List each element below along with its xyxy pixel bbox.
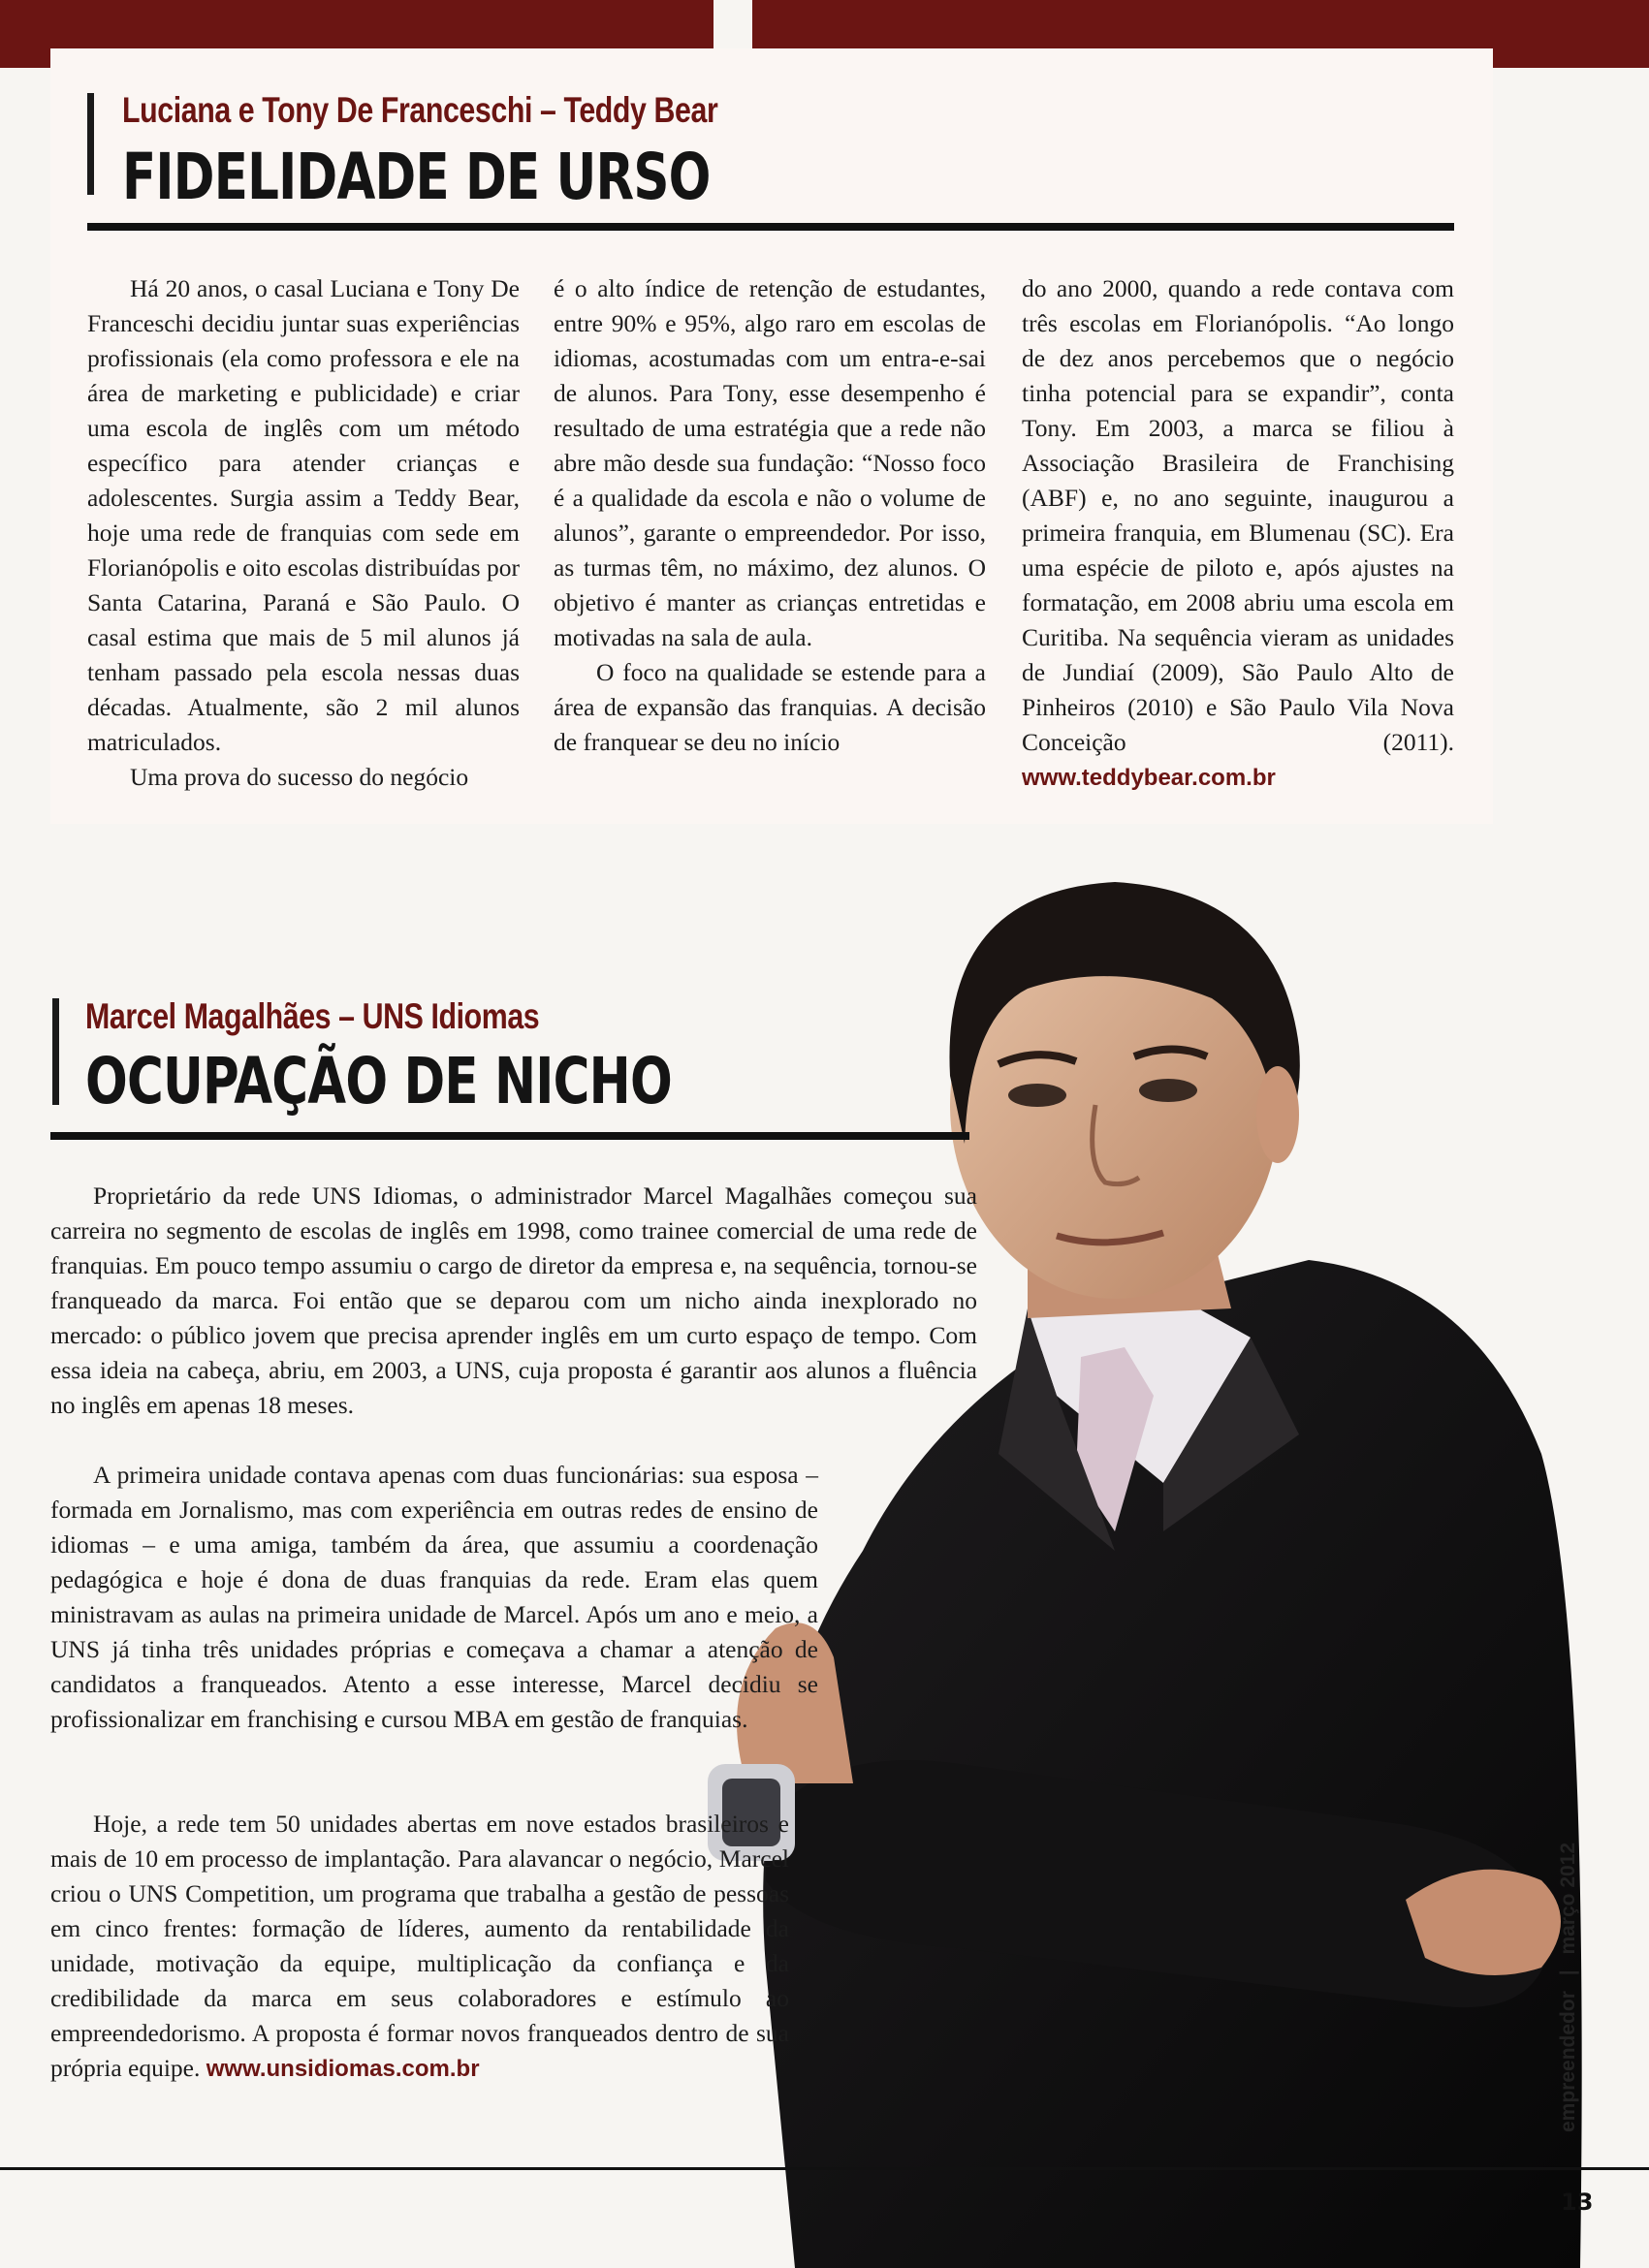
headline2-accent-bar xyxy=(52,998,59,1105)
article1-title-rule xyxy=(87,223,1454,231)
article1-col2-paragraph-2: O foco na qualidade se estende para a área de expansão das franquias. A decisão de franquear se deu no início xyxy=(554,658,986,756)
article1-col3-text: do ano 2000, quando a rede contava com três escolas em Florianópolis. “Ao longo de dez anos percebemos que o negócio tinha potencial para se expandir”, conta Tony. Em 2003, a marca se filiou à Associação Brasileira de Franchising (ABF) e, no ano seguinte, inaugurou a primeira franquia, em Blumenau (SC). Era uma espécie de piloto e, após ajustes na formatação, em 2008 abriu uma escola em Curitiba. Na sequência vieram as unidades de Jundiaí (2009), São Paulo Alto de Pinheiros (2010) e São Paulo Vila Nova Conceição (2011). xyxy=(1022,274,1454,756)
article2-paragraph-3 xyxy=(50,1807,789,2087)
article1-column-1 xyxy=(87,271,520,795)
article2-column-3 xyxy=(50,1807,789,2087)
article2-title-rule xyxy=(50,1132,969,1140)
article2-paragraph-1: Proprietário da rede UNS Idiomas, o administrador Marcel Magalhães começou sua carreira no segmento de escolas de inglês em 1998, como trainee comercial de uma rede de franquias. Em pouco tempo assumiu o cargo de diretor da empresa e, na sequência, tornou-se franqueado da marca. Foi então que se deparou com um nicho ainda inexplorado no mercado: o público jovem que precisa aprender inglês em um curto espaço de tempo. Com essa ideia na cabeça, abriu, em 2003, a UNS, cuja proposta é garantir aos alunos a fluência no inglês em apenas 18 meses. xyxy=(50,1181,977,1419)
page-number: 13 xyxy=(1561,2189,1594,2216)
issue-date: março 2012 xyxy=(1557,1842,1579,1955)
article2-paragraph-2: A primeira unidade contava apenas com duas funcionárias: sua esposa – formada em Jornalismo, mas com experiência em outras redes de ensino de idiomas – e uma amiga, também da área, que assumiu a coordenação pedagógica e hoje é dona de duas franquias da rede. Eram elas quem ministravam as aulas na primeira unidade de Marcel. Após um ano e meio, a UNS já tinha três unidades próprias e começava a chamar a atenção de candidatos a franqueados. Atento a esse interesse, Marcel decidiu se profissionalizar em franchising e cursou MBA em gestão de franquias. xyxy=(50,1461,818,1733)
magazine-name: empreendedor xyxy=(1557,1991,1579,2132)
unsidiomas-url-link[interactable]: www.unsidiomas.com.br xyxy=(206,2056,480,2082)
article1-col2-paragraph-1: é o alto índice de retenção de estudantes, entre 90% e 95%, algo raro em escolas de idiomas, acostumadas com um entra-e-sai de alunos. Para Tony, esse desempenho é resultado de uma estratégia que a rede não abre mão desde sua fundação: “Nosso foco é a qualidade da escola e não o volume de alunos”, garante o empreendedor. Por isso, as turmas têm, no máximo, dez alunos. O objetivo é manter as crianças entretidas e motivadas na sala de aula. xyxy=(554,274,986,651)
article2-title: OCUPAÇÃO DE NICHO xyxy=(85,1044,672,1118)
sidebar-magazine-date xyxy=(1557,1843,1580,2132)
article1-col1-paragraph-2: Uma prova do sucesso do negócio xyxy=(130,763,469,791)
teddybear-url-link[interactable]: www.teddybear.com.br xyxy=(1022,765,1276,791)
article2-column-1 xyxy=(50,1179,977,1423)
article2-paragraph-3-text: Hoje, a rede tem 50 unidades abertas em nove estados brasileiros e mais de 10 em processo de implantação. Para alavancar o negócio, Marcel criou o UNS Competition, um programa que trabalha a gestão de pessoas em cinco frentes: formação de líderes, aumento da rentabilidade da unidade, motivação da equipe, multiplicação da confiança e da credibilidade da marca em seus colaboradores e estímulo ao empreendedorismo. A proposta é formar novos franqueados dentro de sua própria equipe. xyxy=(50,1810,789,2082)
portrait-photo-marcel xyxy=(708,853,1609,2268)
article1-byline: Luciana e Tony De Franceschi – Teddy Bear xyxy=(122,90,718,130)
article2-column-2 xyxy=(50,1458,818,1737)
footer-rule xyxy=(0,2167,1649,2170)
article1-col1-paragraph-1: Há 20 anos, o casal Luciana e Tony De Franceschi decidiu juntar suas experiências profissionais (ela como professora e ele na área de marketing e publicidade) e criar uma escola de inglês com um método específico para atender crianças e adolescentes. Surgia assim a Teddy Bear, hoje uma rede de franquias com sede em Florianópolis e oito escolas distribuídas por Santa Catarina, Paraná e São Paulo. O casal estima que mais de 5 mil alunos já tenham passado pela escola nessas duas décadas. Atualmente, são 2 mil alunos matriculados. xyxy=(87,274,520,756)
article1-column-3 xyxy=(1022,271,1454,796)
article1-title: FIDELIDADE DE URSO xyxy=(122,140,711,214)
footer-separator: | xyxy=(1557,1969,1579,1976)
article2-byline: Marcel Magalhães – UNS Idiomas xyxy=(85,996,540,1036)
headline-accent-bar xyxy=(87,93,94,195)
article1-column-2 xyxy=(554,271,986,760)
article1-col3-paragraph-1 xyxy=(1022,271,1454,796)
